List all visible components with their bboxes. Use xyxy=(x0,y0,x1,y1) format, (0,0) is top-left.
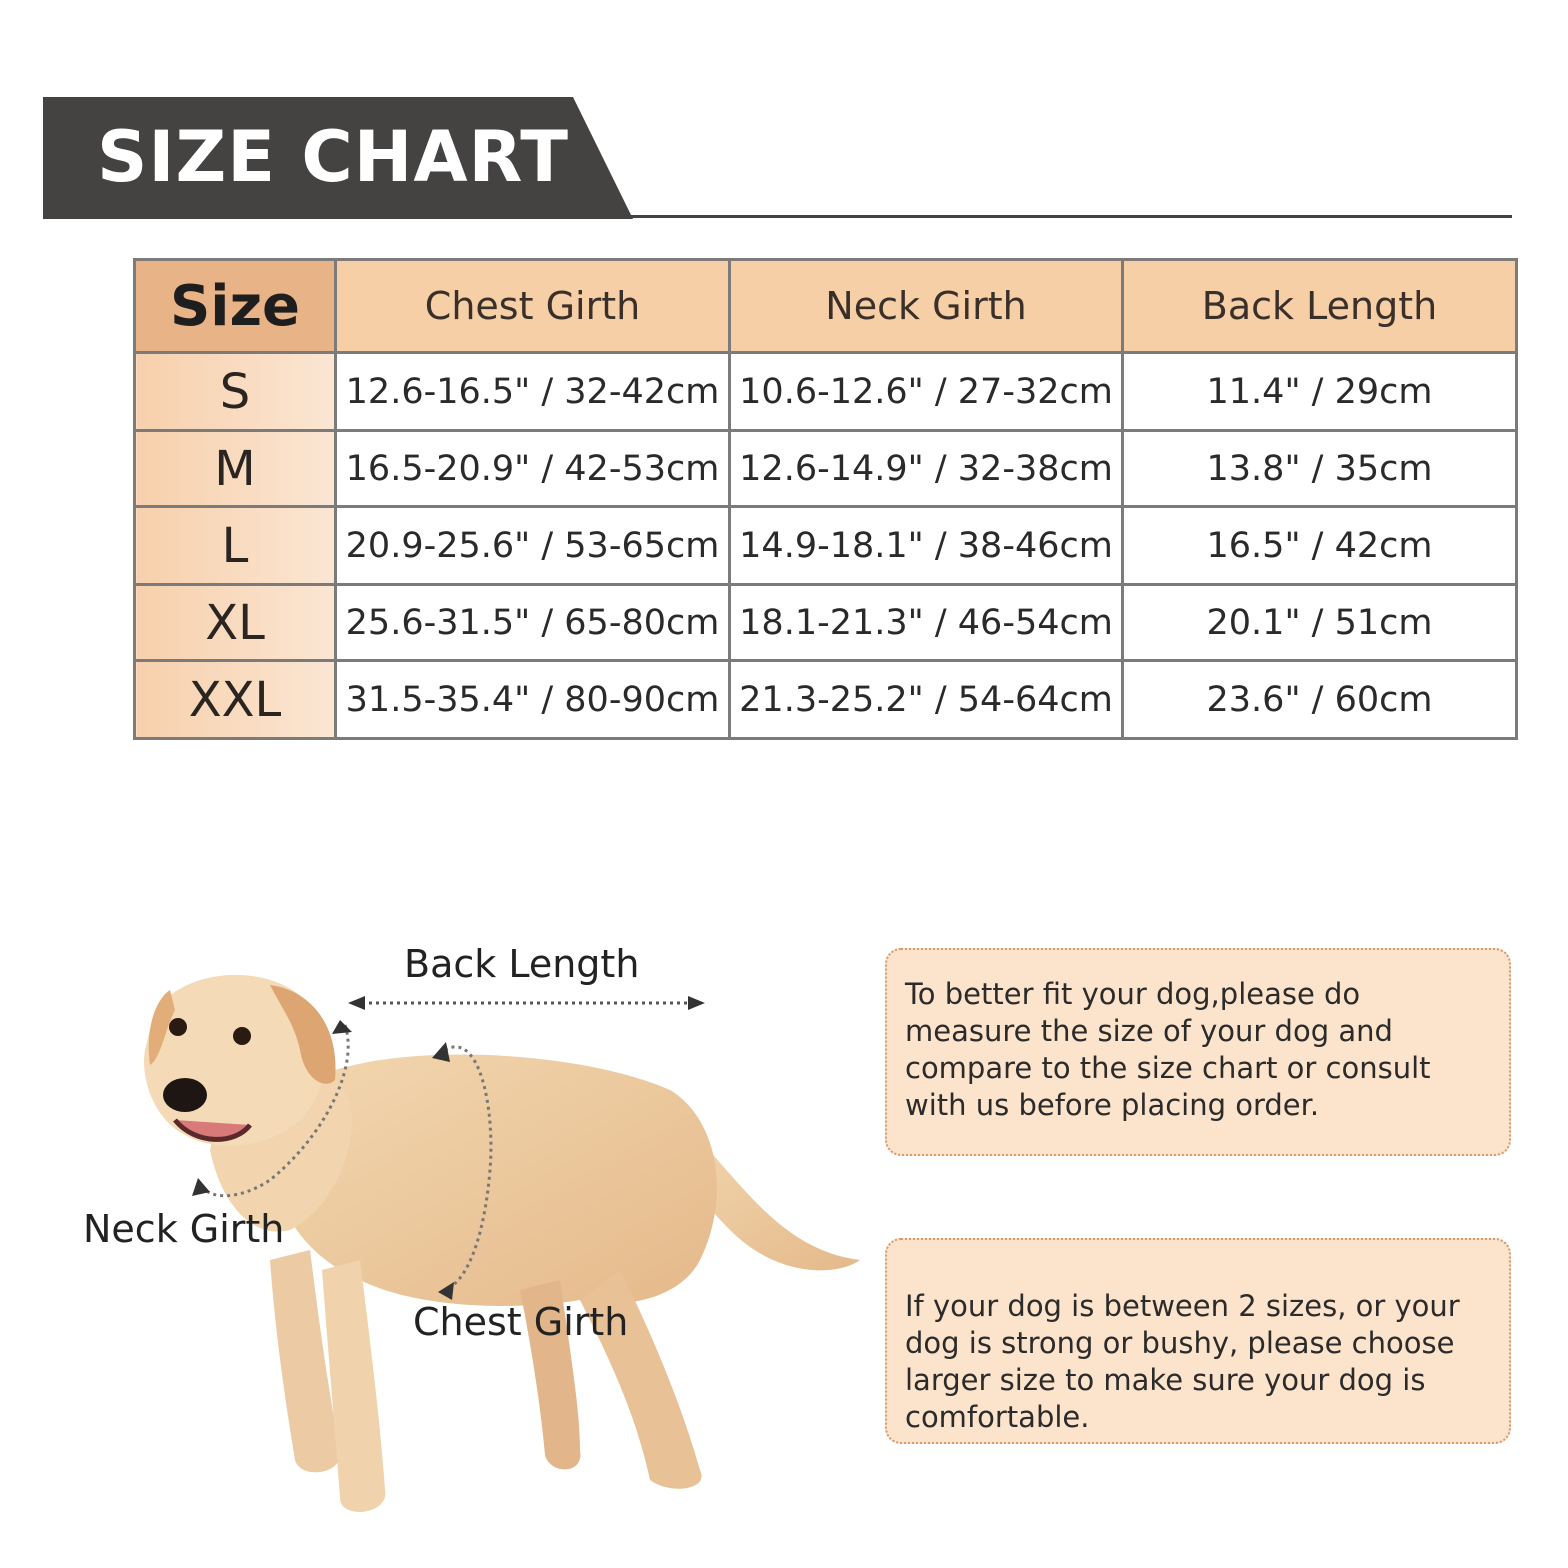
size-cell: L xyxy=(135,507,336,585)
size-cell: XXL xyxy=(135,661,336,739)
size-chart-table xyxy=(133,258,1518,740)
title-underline xyxy=(590,215,1512,218)
fit-advice-text: To better fit your dog,please do measure the size of your dog and compare to the size chart or consult with us before placing order. xyxy=(905,977,1431,1122)
size-cell: M xyxy=(135,431,336,507)
neck-girth-cell: 14.9-18.1" / 38-46cm xyxy=(730,507,1123,585)
table-row xyxy=(135,661,1517,739)
back-length-label: Back Length xyxy=(404,942,640,986)
column-header-chest-girth: Chest Girth xyxy=(336,260,730,353)
chest-girth-cell: 16.5-20.9" / 42-53cm xyxy=(336,431,730,507)
table-row xyxy=(135,431,1517,507)
size-cell: S xyxy=(135,353,336,431)
neck-girth-arrow-head xyxy=(332,1020,352,1034)
neck-girth-cell: 10.6-12.6" / 27-32cm xyxy=(730,353,1123,431)
size-choice-text: If your dog is between 2 sizes, or your dog is strong or bushy, please choose larger size to make sure your dog is comfortable. xyxy=(905,1289,1460,1434)
page-title: SIZE CHART xyxy=(97,116,570,198)
table-header-row xyxy=(135,260,1517,353)
back-length-cell: 20.1" / 51cm xyxy=(1123,585,1517,661)
chest-girth-cell: 25.6-31.5" / 65-80cm xyxy=(336,585,730,661)
column-header-neck-girth: Neck Girth xyxy=(730,260,1123,353)
size-choice-note xyxy=(885,1238,1511,1444)
dog-nose xyxy=(163,1078,207,1112)
size-cell: XL xyxy=(135,585,336,661)
back-length-arrow-left xyxy=(348,996,365,1010)
chest-girth-label: Chest Girth xyxy=(413,1300,629,1344)
back-length-cell: 16.5" / 42cm xyxy=(1123,507,1517,585)
dog-eye xyxy=(169,1018,187,1036)
neck-girth-cell: 18.1-21.3" / 46-54cm xyxy=(730,585,1123,661)
table-row xyxy=(135,353,1517,431)
table-row xyxy=(135,585,1517,661)
table-row xyxy=(135,507,1517,585)
chest-girth-cell: 20.9-25.6" / 53-65cm xyxy=(336,507,730,585)
column-header-back-length: Back Length xyxy=(1123,260,1517,353)
chest-girth-cell: 12.6-16.5" / 32-42cm xyxy=(336,353,730,431)
neck-girth-label: Neck Girth xyxy=(83,1207,285,1251)
neck-girth-cell: 12.6-14.9" / 32-38cm xyxy=(730,431,1123,507)
back-length-arrow-right xyxy=(688,996,705,1010)
fit-advice-note xyxy=(885,948,1511,1156)
chest-girth-cell: 31.5-35.4" / 80-90cm xyxy=(336,661,730,739)
dog-front-leg xyxy=(322,1260,385,1512)
back-length-cell: 13.8" / 35cm xyxy=(1123,431,1517,507)
column-header-size: Size xyxy=(135,260,336,353)
dog-eye xyxy=(233,1027,251,1045)
neck-girth-cell: 21.3-25.2" / 54-64cm xyxy=(730,661,1123,739)
back-length-cell: 11.4" / 29cm xyxy=(1123,353,1517,431)
back-length-cell: 23.6" / 60cm xyxy=(1123,661,1517,739)
